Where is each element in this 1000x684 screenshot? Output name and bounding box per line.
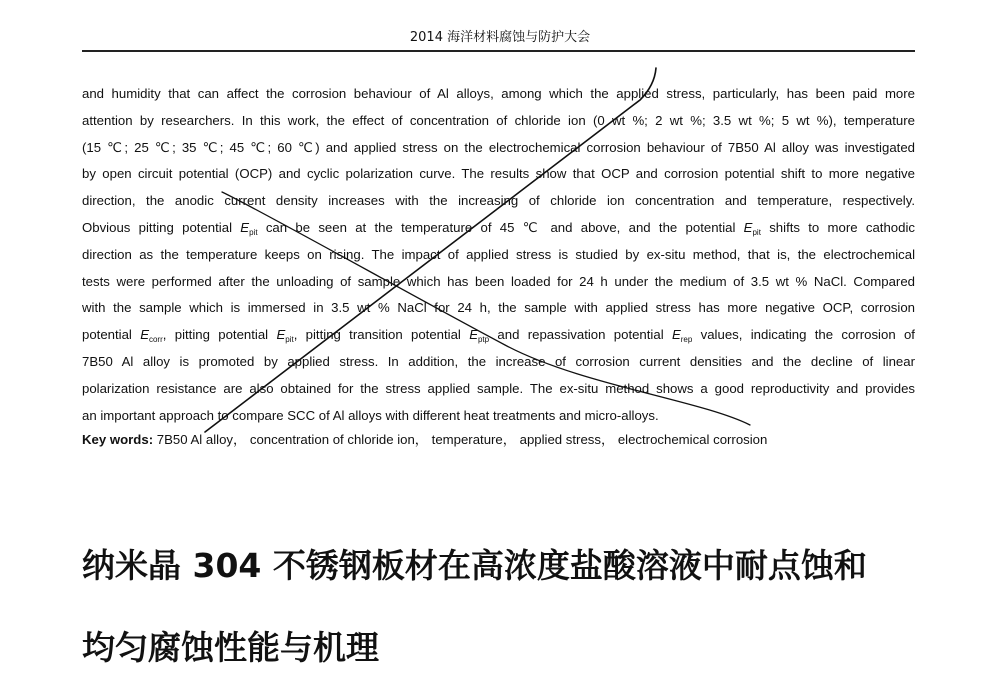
abstract-text: , pitting transition potential bbox=[293, 327, 470, 343]
abstract-text: and humidity that can affect the corrosion behaviour of Al alloys, among which the applied stress, particularly, has been paid more bbox=[82, 86, 915, 101]
abstract-text: direction, the anodic current density increases with the increasing of chloride ion concentration and temperature, respectively. bbox=[82, 193, 915, 209]
abstract-line bbox=[82, 161, 915, 188]
abstract-text: direction as the temperature keeps on rising. The impact of applied stress is studied by ex-situ method, that is, the electrochemical bbox=[82, 246, 915, 262]
potential-symbol: $E_{ptp}$ bbox=[469, 327, 490, 345]
abstract-text: shifts to more cathodic bbox=[760, 219, 915, 235]
potential-symbol: $E_{pit}$ bbox=[276, 327, 294, 345]
abstract-line bbox=[82, 349, 915, 376]
abstract-text: tests were performed after the unloading of sample which has been loaded for 24 h under the medium of 3.5 wt % NaCl. Compared bbox=[82, 273, 915, 289]
header-rule bbox=[82, 50, 915, 52]
abstract-text: an important approach to compare SCC of Al alloys with different heat treatments and micro-alloys. bbox=[82, 407, 659, 423]
keywords-text: 7B50 Al alloy， concentration of chloride ion， temperature， applied stress， electrochemical corrosion bbox=[153, 432, 768, 447]
abstract-line bbox=[82, 135, 915, 162]
running-header: 2014 海洋材料腐蚀与防护大会 bbox=[409, 30, 591, 45]
keywords-line bbox=[82, 431, 915, 449]
abstract-text: potential bbox=[82, 327, 141, 343]
abstract-text: attention by researchers. In this work, the effect of concentration of chloride ion (0 wt %; 2 wt %; 3.5 wt %; 5 wt %), temperature bbox=[82, 112, 915, 128]
potential-symbol: $E_{rep}$ bbox=[671, 327, 693, 345]
abstract-body bbox=[82, 81, 915, 429]
abstract-line bbox=[82, 81, 915, 108]
potential-symbol: $E_{corr}$ bbox=[140, 327, 163, 345]
title-line-2: 均匀腐蚀性能与机理 bbox=[82, 628, 379, 667]
abstract-text: (15 ℃; 25 ℃; 35 ℃; 45 ℃; 60 ℃) and applied stress on the electrochemical corrosion behaviour of 7B50 Al alloy was investigated bbox=[82, 139, 915, 155]
abstract-line bbox=[82, 322, 915, 349]
abstract-text: and repassivation potential bbox=[489, 327, 672, 343]
abstract-line bbox=[82, 188, 915, 215]
abstract-text: , pitting potential bbox=[162, 327, 277, 343]
potential-symbol: $E_{pit}$ bbox=[743, 219, 761, 237]
potential-symbol: $E_{pit}$ bbox=[240, 219, 258, 237]
abstract-text: by open circuit potential (OCP) and cyclic polarization curve. The results show that OCP and corrosion potential shift to more negative bbox=[82, 166, 915, 182]
keywords-label: Key words: bbox=[82, 432, 154, 447]
title-line-1: 纳米晶 304 不锈钢板材在高浓度盐酸溶液中耐点蚀和 bbox=[82, 546, 867, 585]
abstract-text: polarization resistance are also obtained for the stress applied sample. The ex-situ method shows a good reproductivity and provides bbox=[82, 380, 915, 396]
abstract-line bbox=[82, 242, 915, 269]
abstract-line bbox=[82, 215, 915, 242]
next-paper-title bbox=[82, 548, 932, 666]
abstract-text: with the sample which is immersed in 3.5 wt % NaCl for 24 h, the sample with applied stress has more negative OCP, corrosion bbox=[82, 300, 915, 316]
abstract-line bbox=[82, 295, 915, 322]
abstract-line bbox=[82, 403, 915, 430]
abstract-line bbox=[82, 269, 915, 296]
abstract-line bbox=[82, 376, 915, 403]
abstract-text: Obvious pitting potential bbox=[82, 219, 241, 235]
abstract-text: can be seen at the temperature of 45 ℃ and above, and the potential bbox=[257, 219, 744, 235]
abstract-text: values, indicating the corrosion of bbox=[692, 327, 915, 343]
abstract-text: 7B50 Al alloy is promoted by applied stress. In addition, the increase of corrosion current densities and the decline of linear bbox=[82, 353, 915, 369]
abstract-line bbox=[82, 108, 915, 135]
